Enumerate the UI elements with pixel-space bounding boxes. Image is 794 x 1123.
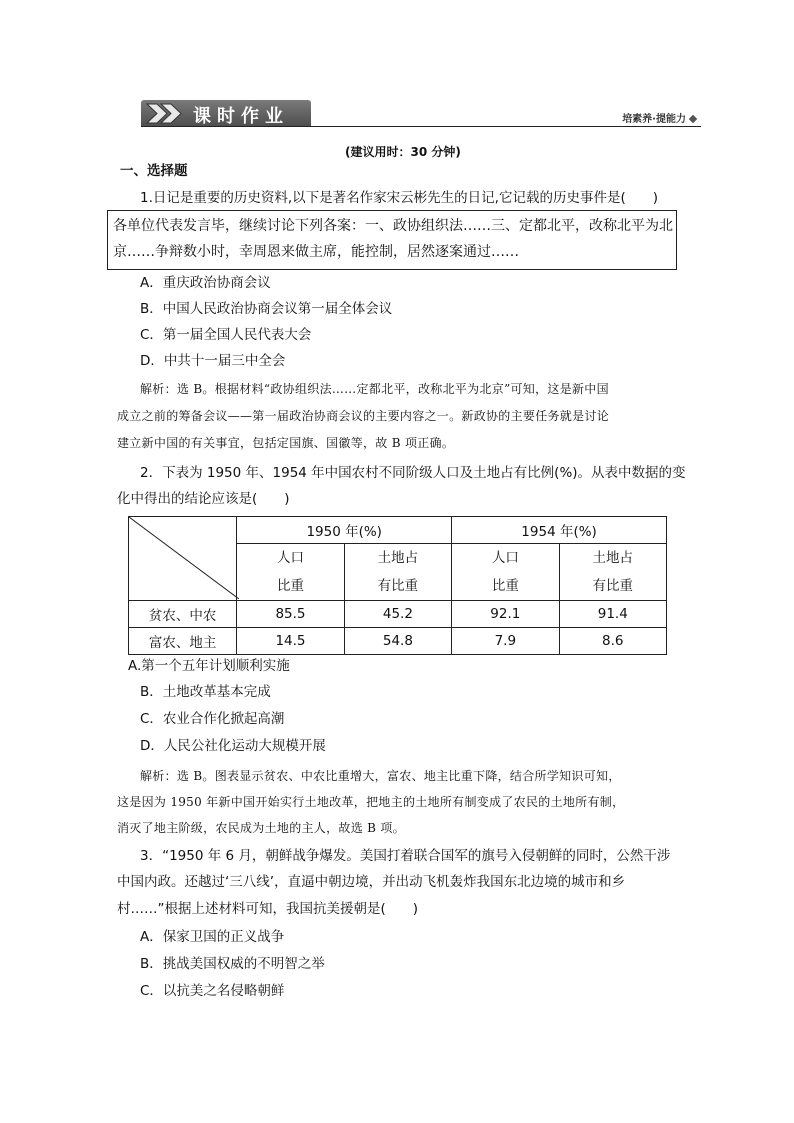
table-cell: 91.4 — [559, 601, 666, 628]
q1-option-a: A．重庆政治协商会议 — [140, 275, 271, 291]
q3-option-c: C．以抗美之名侵略朝鲜 — [140, 983, 285, 999]
header-divider — [141, 126, 701, 127]
q1-option-c: C．第一届全国人民代表大会 — [140, 327, 312, 343]
q1-analysis-line: 解析：选 B。根据材料“政协组织法……定都北平，改称北平为北京”可知，这是新中国 — [140, 382, 609, 396]
table-row — [129, 601, 667, 628]
table-cell: 8.6 — [559, 628, 666, 655]
table-subheader: 人口 比重 — [452, 544, 559, 601]
table-cell: 54.8 — [344, 628, 451, 655]
q3-option-a: A．保家卫国的正义战争 — [140, 929, 285, 945]
header-right-text: 培素养·提能力 — [622, 114, 686, 125]
table-cell: 14.5 — [237, 628, 344, 655]
q2-option-b: B．土地改革基本完成 — [140, 684, 271, 700]
q2-option-a: A.第一个五年计划顺利实施 — [128, 658, 290, 674]
table-subheader: 人口 比重 — [237, 544, 344, 601]
table-cell: 45.2 — [344, 601, 451, 628]
header-banner — [141, 100, 311, 127]
table-year-header: 1950 年(%) — [237, 517, 452, 544]
q3-stem: 中国内政。还越过‘三八线’，直逼中朝边境，并出动飞机轰炸我国东北边境的城市和乡 — [117, 874, 626, 890]
diagonal-line — [129, 517, 239, 599]
q2-option-c: C．农业合作化掀起高潮 — [140, 711, 285, 727]
q1-option-d: D．中共十一届三中全会 — [140, 353, 286, 369]
table-cell: 85.5 — [237, 601, 344, 628]
q1-quote-line: 京……争辩数小时，幸周恩来做主席，能控制，居然逐案通过…… — [113, 244, 519, 260]
time-hint: (建议用时：30 分钟) — [345, 145, 461, 159]
table-year-header: 1954 年(%) — [452, 517, 667, 544]
data-table — [128, 516, 667, 655]
q3-stem: 3．“1950 年 6 月，朝鲜战争爆发。美国打着联合国军的旗号入侵朝鲜的同时，公然干涉 — [140, 848, 671, 864]
row-label: 富农、地主 — [129, 628, 237, 655]
header-right-label — [622, 110, 696, 125]
diamond-icon — [689, 115, 697, 123]
q1-quote-line: 各单位代表发言毕，继续讨论下列各案：一、政协组织法……三、定都北平，改称北平为北 — [113, 218, 673, 234]
q1-analysis-line: 建立新中国的有关事宜，包括定国旗、国徽等，故 B 项正确。 — [117, 436, 455, 450]
table-corner-cell — [129, 517, 237, 601]
double-chevron-icon — [145, 102, 185, 125]
q2-analysis-line: 消灭了地主阶级，农民成为土地的主人，故选 B 项。 — [117, 821, 405, 835]
table-cell: 7.9 — [452, 628, 559, 655]
table-row — [129, 628, 667, 655]
table-subheader: 土地占 有比重 — [559, 544, 666, 601]
q2-option-d: D．人民公社化运动大规模开展 — [140, 738, 326, 754]
q1-analysis-line: 成立之前的筹备会议——第一届政治协商会议的主要内容之一。新政协的主要任务就是讨论 — [117, 409, 610, 423]
header-title: 课时作业 — [193, 106, 289, 127]
q2-analysis-line: 这是因为 1950 年新中国开始实行土地改革，把地主的土地所有制变成了农民的土地所有制， — [117, 795, 625, 809]
row-label: 贫农、中农 — [129, 601, 237, 628]
q2-stem: 2．下表为 1950 年、1954 年中国农村不同阶级人口及土地占有比例(%)。从表中数据的变 — [140, 465, 686, 481]
table-cell: 92.1 — [452, 601, 559, 628]
table-subheader: 土地占 有比重 — [344, 544, 451, 601]
section-title: 一、选择题 — [120, 163, 188, 179]
q2-stem: 化中得出的结论应该是( ) — [117, 491, 290, 507]
q3-option-b: B．挑战美国权威的不明智之举 — [140, 956, 325, 972]
q3-stem: 村……”根据上述材料可知，我国抗美援朝是( ) — [117, 901, 419, 917]
q1-option-b: B．中国人民政治协商会议第一届全体会议 — [140, 301, 393, 317]
q1-stem: 1.日记是重要的历史资料,以下是著名作家宋云彬先生的日记,它记载的历史事件是( ) — [140, 190, 658, 206]
q2-analysis-line: 解析：选 B。图表显示贫农、中农比重增大，富农、地主比重下降，结合所学知识可知， — [140, 769, 621, 783]
